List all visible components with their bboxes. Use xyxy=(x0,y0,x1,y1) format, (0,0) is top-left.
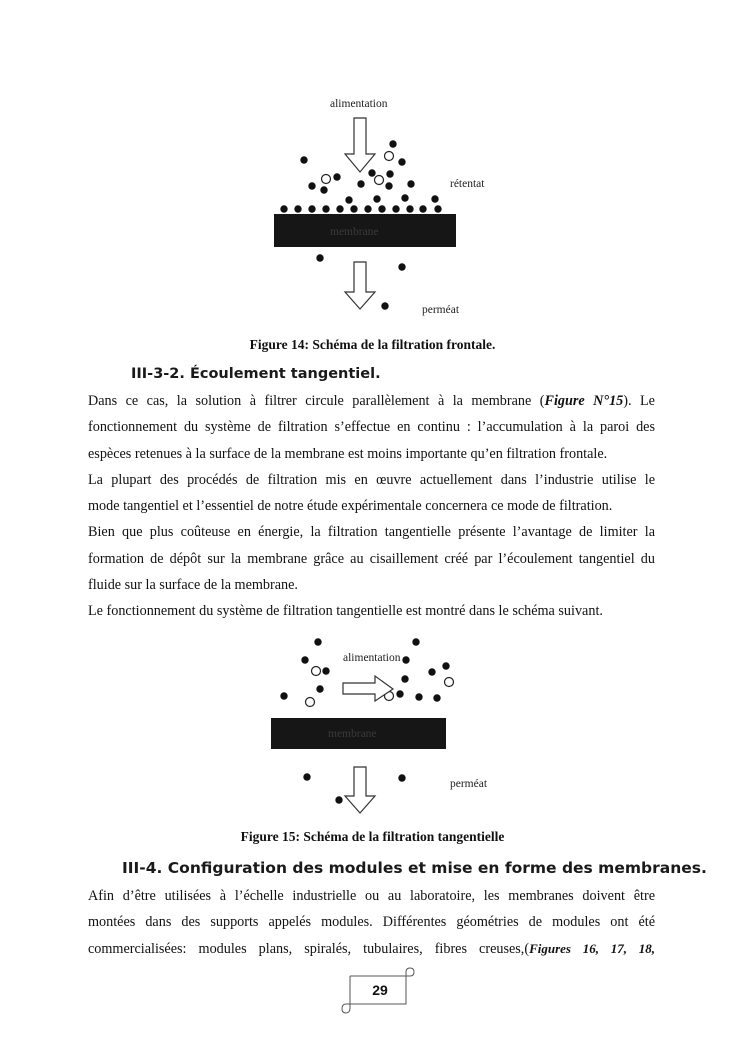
figure-15-permeate-particle xyxy=(335,796,342,803)
figure-14-permeate-particle xyxy=(316,254,323,261)
paragraph-1-line-2: fonctionnement du système de filtration s’effectue en continu : l’accumulation à la paroi des xyxy=(88,419,655,436)
figure-14-diagram xyxy=(260,90,510,325)
figure-15-reference: Figure N°15 xyxy=(544,393,624,409)
paragraph-3-line-3: fluide sur la surface de la membrane. xyxy=(88,577,298,594)
figure-14-permeate-particle xyxy=(381,302,388,309)
section-3-4-heading: III-4. Configuration des modules et mise en forme des membranes. xyxy=(122,859,707,877)
figure-14-permeate-arrow xyxy=(345,262,375,309)
figure-15-label-membrane: membrane xyxy=(328,728,377,740)
section-3-4-line-1: Afin d’être utilisées à l’échelle industrielle ou au laboratoire, les membranes doivent être xyxy=(88,888,655,904)
paragraph-4-line-1: Le fonctionnement du système de filtration tangentielle est montré dans le schéma suivant. xyxy=(88,603,603,620)
section-3-3-2-body xyxy=(88,388,655,625)
figure-15-label-alimentation: alimentation xyxy=(343,652,401,664)
figure-14-feed-arrow xyxy=(345,118,375,172)
figure-15-diagram xyxy=(260,630,510,815)
paragraph-1-line-1: Dans ce cas, la solution à filtrer circule parallèlement à la membrane (Figure N°15). Le xyxy=(88,393,655,409)
section-3-4-line-2: montées dans des supports appelés modules. Différentes géométries de modules ont été xyxy=(88,914,655,931)
figure-14-permeate-particle xyxy=(398,263,405,270)
figure-14-label-permeat: perméat xyxy=(422,304,460,316)
figure-15-caption: Figure 15: Schéma de la filtration tangentielle xyxy=(240,829,505,844)
section-3-3-2-heading: III-3-2. Écoulement tangentiel. xyxy=(131,366,381,382)
figure-14-label-alimentation: alimentation xyxy=(330,98,388,110)
figure-14-label-retentat: rétentat xyxy=(450,178,485,190)
figure-15-permeate-particle xyxy=(398,774,405,781)
figure-14-caption: Figure 14: Schéma de la filtration frontale. xyxy=(249,337,496,352)
paragraph-2-line-1: La plupart des procédés de filtration mis en œuvre actuellement dans l’industrie utilise le xyxy=(88,471,655,488)
figure-14-label-membrane: membrane xyxy=(330,226,379,238)
page-number: 29 xyxy=(372,982,388,998)
paragraph-3-line-2: formation de dépôt sur la membrane grâce au cisaillement créé par l’écoulement tangentiel du xyxy=(88,550,655,567)
figures-reference: Figures 16, 17, 18, xyxy=(529,940,655,956)
paragraph-3-line-1: Bien que plus coûteuse en énergie, la filtration tangentielle présente l’avantage de limiter la xyxy=(88,524,655,541)
section-3-4-body xyxy=(88,883,655,962)
paragraph-1-line-3: espèces retenues à la surface de la membrane est moins importante qu’en filtration frontale. xyxy=(88,445,608,462)
figure-15-permeate-particle xyxy=(303,773,310,780)
section-3-4-line-3: commercialisées: modules plans, spiralés, tubulaires, fibres creuses,(Figures 16, 17, 18, xyxy=(88,940,655,957)
paragraph-2-line-2: mode tangentiel et l’essentiel de notre étude expérimentale concernera ce mode de filtration. xyxy=(88,498,613,515)
figure-15-permeate-arrow xyxy=(345,767,375,813)
figure-15-label-permeat: perméat xyxy=(450,778,488,790)
